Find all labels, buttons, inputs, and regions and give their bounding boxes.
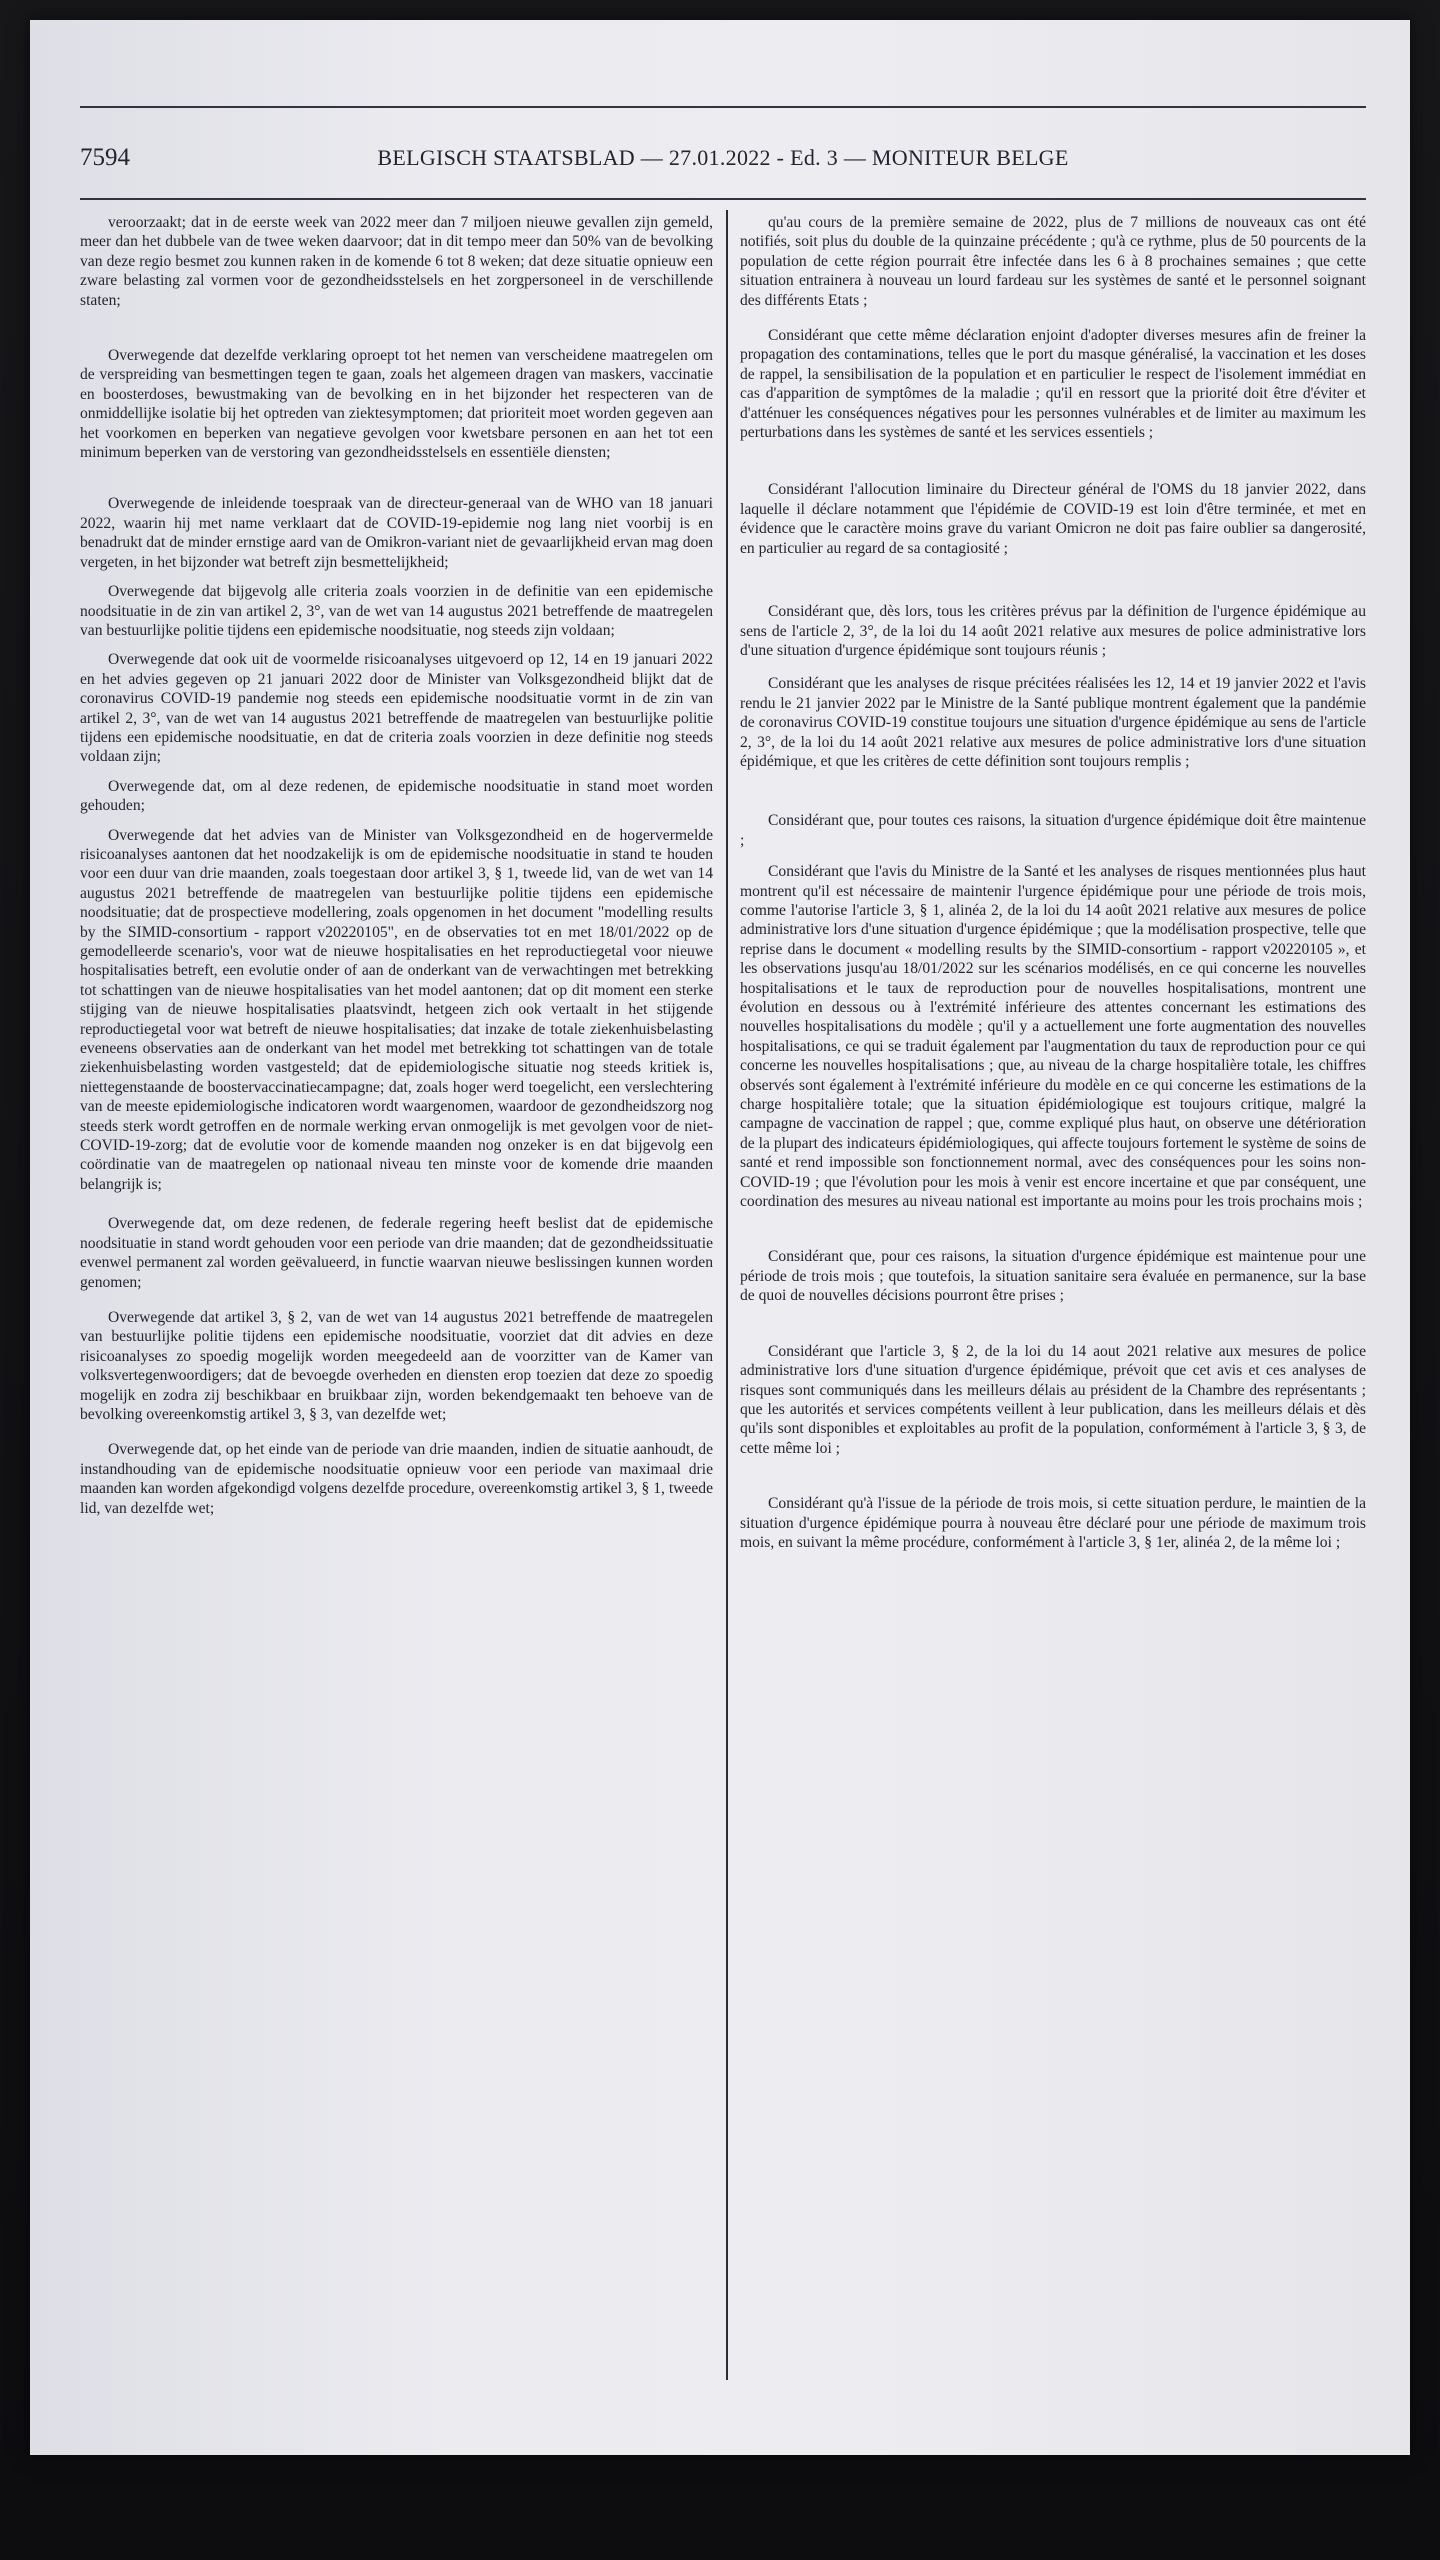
dutch-paragraph: veroorzaakt; dat in de eerste week van 2022 meer dan 7 miljoen nieuwe gevallen zijn gemeld, meer dan het dubbele van de twee weken daarvoor; dat in dit tempo meer dan 50% van de bevolking van deze regio besmet zou kunnen raken in de komende 6 tot 8 weken; dat deze situatie opnieuw een zware belasting zal vormen voor de gezondheidsstelsels en het zorgpersoneel in de verschillende staten; — [80, 214, 713, 309]
french-paragraph: Considérant que l'article 3, § 2, de la loi du 14 aout 2021 relative aux mesures de police administrative lors d'une situation d'urgence épidémique, prévoit que cet avis et ces analyses de risques sont communiqués dans les meilleurs délais au président de la Chambre des représentants ; que les autorités et services compétents veillent à leur publication, dans les meilleurs délais et dès qu'ils sont disponibles et exploitables au profit de la population, conformément à l'article 3, § 3, de cette même loi ; — [740, 1342, 1366, 1457]
page-number: 7594 — [80, 144, 130, 171]
french-paragraph: qu'au cours de la première semaine de 2022, plus de 7 millions de nouveaux cas ont été notifiés, soit plus du double de la quinzaine précédente ; qu'à ce rythme, plus de 50 pourcents de la population de cette région pourrait être infectée dans les 6 à 8 prochaines semaines ; que cette situation entrainera à nouveau un lourd fardeau sur les systèmes de santé et le personnel soignant des différents Etats ; — [740, 214, 1366, 309]
header-rule — [80, 198, 1366, 200]
french-paragraph: Considérant l'allocution liminaire du Directeur général de l'OMS du 18 janvier 2022, dans laquelle il déclare notamment que l'épidémie de COVID-19 est loin d'être terminée, et met en évidence que le caractère moins grave du variant Omicron ne doit pas faire oublier sa dangerosité, en particulier au regard de sa contagiosité ; — [740, 481, 1366, 557]
french-paragraph: Considérant que, pour ces raisons, la situation d'urgence épidémique est maintenue pour une période de trois mois ; que toutefois, la situation sanitaire sera évaluée en permanence, sur la base de quoi de nouvelles décisions pourront être prises ; — [740, 1248, 1366, 1305]
french-paragraph: Considérant que les analyses de risque précitées réalisées les 12, 14 et 19 janvier 2022 et l'avis rendu le 21 janvier 2022 par le Ministre de la Santé publique montrent également que la pandémie de coronavirus COVID-19 constitue toujours une situation d'urgence épidémique au sens de l'article 2, 3°, de la loi du 14 août 2021 relative aux mesures de police administrative lors d'une situation épidémique, et que les critères de cette définition sont toujours remplis ; — [740, 675, 1366, 770]
dutch-paragraph: Overwegende dat artikel 3, § 2, van de wet van 14 augustus 2021 betreffende de maatregelen van bestuurlijke politie tijdens een epidemische noodsituatie, voorziet dat dit advies en deze risicoanalyses zo spoedig mogelijk worden meegedeeld aan de voorzitter van de Kamer van volksvertegenwoordigers; dat de bevoegde overheden en diensten erop toezien dat deze zo spoedig mogelijk en zodra zij beschikbaar en bruikbaar zijn, worden bekendgemaakt ten behoeve van de bevolking overeenkomstig artikel 3, § 3, van dezelfde wet; — [80, 1308, 713, 1423]
dutch-paragraph: Overwegende de inleidende toespraak van de directeur-generaal van de WHO van 18 januari 2022, waarin hij met name verklaart dat de COVID-19-epidemie nog lang niet voorbij is en benadrukt dat de minder ernstige aard van de Omikron-variant niet de gevaarlijkheid ervan mag doen vergeten, in het bijzonder wat betreft zijn besmettelijkheid; — [80, 495, 713, 571]
gazette-page — [30, 20, 1410, 2455]
french-paragraph: Considérant que, dès lors, tous les critères prévus par la définition de l'urgence épidémique au sens de l'article 2, 3°, de la loi du 14 août 2021 relative aux mesures de police administrative lors d'une situation d'urgence épidémique sont toujours réunis ; — [740, 603, 1366, 659]
dutch-paragraph: Overwegende dat ook uit de voormelde risicoanalyses uitgevoerd op 12, 14 en 19 januari 2022 en het advies gegeven op 21 januari 2022 door de Minister van Volksgezondheid blijkt dat de coronavirus COVID-19 pandemie nog steeds een epidemische noodsituatie vormt in de zin van artikel 2, 3°, van de wet van 14 augustus 2021 betreffende de maatregelen van bestuurlijke politie tijdens een epidemische noodsituatie, en dat de criteria zoals voorzien in deze definitie nog steeds voldaan zijn; — [80, 651, 713, 766]
column-divider — [726, 210, 728, 2380]
dutch-paragraph: Overwegende dat, om al deze redenen, de epidemische noodsituatie in stand moet worden gehouden; — [80, 777, 713, 815]
french-column — [740, 213, 1366, 2393]
french-paragraph: Considérant qu'à l'issue de la période de trois mois, si cette situation perdure, le maintien de la situation d'urgence épidémique pourra à nouveau être déclaré pour une période de maximum trois mois, en suivant la même procédure, conformément à l'article 3, § 1er, alinéa 2, de la même loi ; — [740, 1495, 1366, 1551]
dutch-paragraph: Overwegende dat, op het einde van de periode van drie maanden, indien de situatie aanhoudt, de instandhouding van de epidemische noodsituatie opnieuw voor een periode van maximaal drie maanden kan worden afgekondigd volgens dezelfde procedure, overeenkomstig artikel 3, § 1, tweede lid, van dezelfde wet; — [80, 1441, 713, 1517]
page-header — [80, 138, 1366, 178]
french-paragraph: Considérant que l'avis du Ministre de la Santé et les analyses de risques mentionnées plus haut montrent qu'il est nécessaire de maintenir l'urgence épidémique pour une période de trois mois, comme l'autorise l'article 3, § 1, alinéa 2, de la loi du 14 août 2021 relative aux mesures de police administrative lors d'une situation d'urgence épidémique ; que la modélisation prospective, telle que reprise dans le document « modelling results by the SIMID-consortium - rapport v20220105 », et les observations jusqu'au 18/01/2022 sur les scénarios modélisés, en ce qui concerne les nouvelles hospitalisations et le taux de reproduction pour de nouvelles hospitalisations, montrent une évolution en dessous ou à l'extrémité inférieure des attentes concernant les estimations des nouvelles hospitalisations du modèle ; qu'il y a actuellement une forte augmentation des nouvelles hospitalisations, ce qui se traduit également par l'augmentation du taux de reproduction pour ce qui concerne les nouvelles hospitalisations ; que, au niveau de la charge hospitalière totale, les chiffres observés sont également à l'extrémité inférieure du modèle en ce qui concerne les estimations de la charge hospitalière totale; que la situation épidémiologique est toujours critique, malgré la campagne de vaccination de rappel ; que, comme expliqué plus haut, on observe une détérioration de la plupart des indicateurs épidémiologiques, qui affecte toujours fortement le système de soins de santé et rend impossible son fonctionnement normal, avec des conséquences pour les soins non-COVID-19 ; que l'évolution pour les mois à venir est encore incertaine et que par conséquent, une coordination des mesures au niveau national est importante au moins pour les trois prochains mois ; — [740, 863, 1366, 1211]
french-paragraph: Considérant que cette même déclaration enjoint d'adopter diverses mesures afin de freiner la propagation des contaminations, telles que le port du masque généralisé, la vaccination et les doses de rappel, la sensibilisation de la population et en particulier le respect de l'isolement immédiat en cas d'apparition de symptômes de la maladie ; qu'il en ressort que la priorité doit être d'éviter et d'atténuer les conséquences négatives pour les personnes vulnérables et de limiter au maximum les perturbations dans les systèmes de santé et les services essentiels ; — [740, 327, 1366, 442]
journal-title: BELGISCH STAATSBLAD — 27.01.2022 - Ed. 3 — MONITEUR BELGE — [377, 145, 1069, 170]
dutch-paragraph: Overwegende dat het advies van de Minister van Volksgezondheid en de hogervermelde risicoanalyses aantonen dat het noodzakelijk is om de epidemische noodsituatie in stand te houden voor een duur van drie maanden, zoals toegestaan door artikel 3, § 1, tweede lid, van de wet van 14 augustus 2021 betreffende de maatregelen van bestuurlijke politie tijdens een epidemische noodsituatie; dat de prospectieve modellering, zoals opgenomen in het document "modelling results by the SIMID-consortium - rapport v20220105", en de observaties tot en met 18/01/2022 op de gemodelleerde scenario's, voor wat de nieuwe hospitalisaties en het reproductiegetal voor nieuwe hospitalisaties betreft, een evolutie onder of aan de onderkant van de verwachtingen met betrekking tot schattingen van de nieuwe hospitalisaties van het model aantonen; dat op dit moment een sterke stijging van de nieuwe hospitalisaties plaatsvindt, hetgeen zich ook vertaalt in het stijgende reproductiegetal voor wat betreft de nieuwe hospitalisaties; dat inzake de totale ziekenhuisbelasting eveneens observaties aan de onderkant van het model met betrekking tot schattingen van de totale ziekenhuisbelasting worden vastgesteld; dat de epidemiologische situatie nog steeds kritiek is, niettegenstaande de boostervaccinatiecampagne; dat, zoals hoger werd toegelicht, een verslechtering van de meeste epidemiologische indicatoren wordt waargenomen, waardoor de gezondheidszorg nog steeds sterk wordt getroffen en de normale werking ervan onmogelijk is met gevolgen voor de niet-COVID-19-zorg; dat de evolutie voor de komende maanden nog onzeker is en dat bijgevolg een coördinatie van de maatregelen op nationaal niveau ten minste voor de komende drie maanden belangrijk is; — [80, 826, 713, 1193]
dutch-column — [80, 213, 713, 2393]
dutch-paragraph: Overwegende dat bijgevolg alle criteria zoals voorzien in de definitie van een epidemische noodsituatie in de zin van artikel 2, 3°, van de wet van 14 augustus 2021 betreffende de maatregelen van bestuurlijke politie tijdens een epidemische noodsituatie, nog steeds zijn voldaan; — [80, 583, 713, 639]
french-paragraph: Considérant que, pour toutes ces raisons, la situation d'urgence épidémique doit être maintenue ; — [740, 812, 1366, 849]
dutch-paragraph: Overwegende dat, om deze redenen, de federale regering heeft beslist dat de epidemische noodsituatie in stand wordt gehouden voor een periode van drie maanden; dat de gezondheidssituatie evenwel permanent zal worden geëvalueerd, in functie waarvan nieuwe beslissingen kunnen worden genomen; — [80, 1215, 713, 1291]
top-rule — [80, 106, 1366, 108]
dutch-paragraph: Overwegende dat dezelfde verklaring oproept tot het nemen van verscheidene maatregelen om de verspreiding van besmettingen tegen te gaan, zoals het algemeen dragen van maskers, vaccinatie en boosterdoses, bewustmaking van de bevolking en in het bijzonder het respecteren van de onmiddellijke isolatie bij het optreden van ziektesymptomen; dat prioriteit moet worden gegeven aan het voorkomen en beperken van negatieve gevolgen voor kwetsbare personen en aan het tot een minimum beperken van de verstoring van gezondheidsstelsels en essentiële diensten; — [80, 347, 713, 462]
